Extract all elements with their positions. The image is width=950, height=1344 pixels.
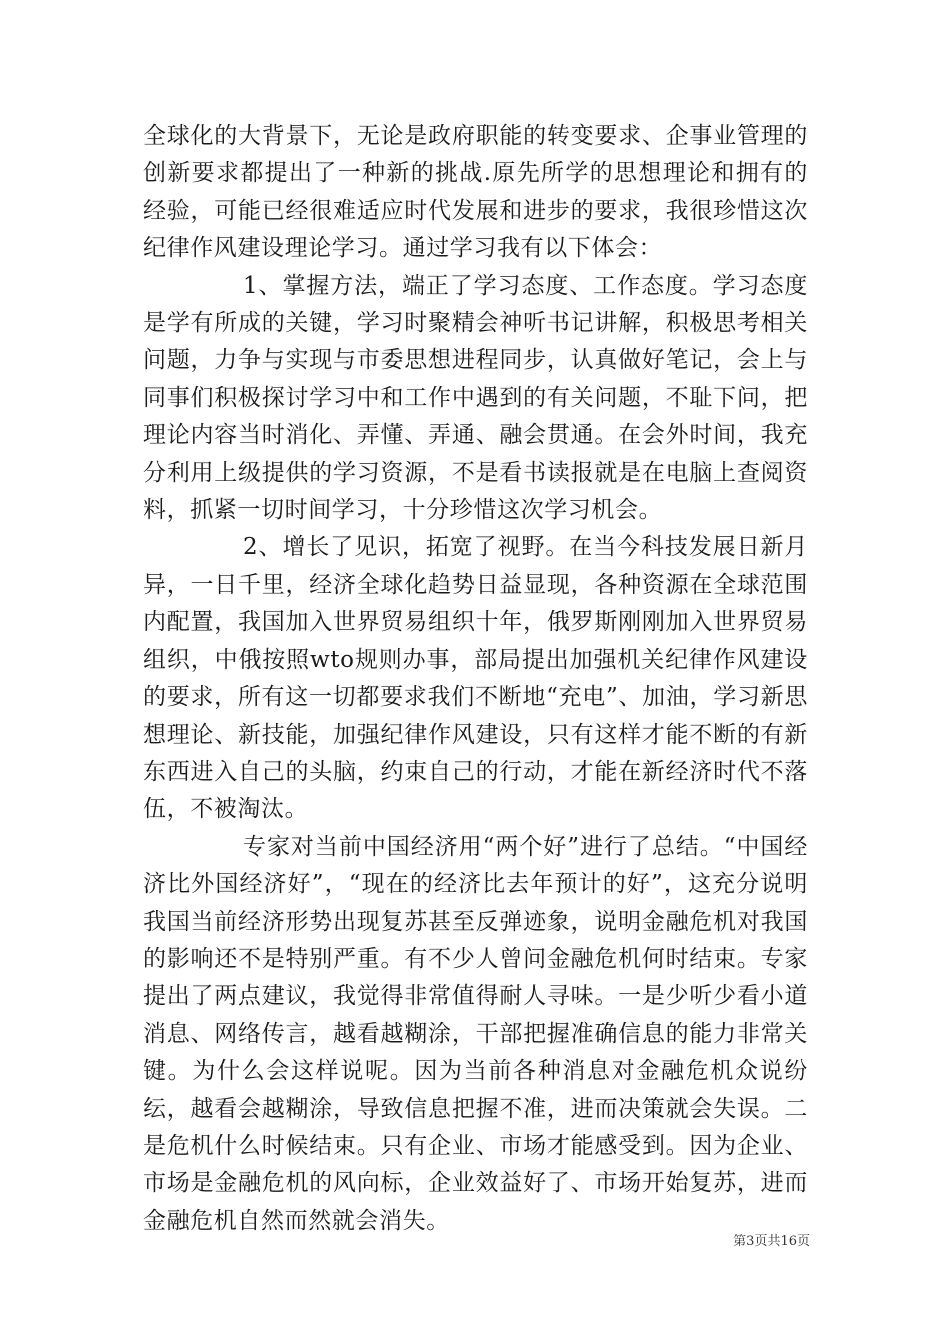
- paragraph-intro: 全球化的大背景下，无论是政府职能的转变要求、企事业管理的创新要求都提出了一种新的挑战.原先所学的思想理论和拥有的经验，可能已经很难适应时代发展和进步的要求，我很珍惜这次纪律作风建设理论学习。通过学习我有以下体会：: [143, 123, 808, 262]
- paragraph-expert-summary: 专家对当前中国经济用“两个好”进行了总结。“中国经济比外国经济好”，“现在的经济比去年预计的好”，这充分说明我国当前经济形势出现复苏甚至反弹迹象，说明金融危机对我国的影响还不是特别严重。有不少人曾问金融危机何时结束。专家提出了两点建议，我觉得非常值得耐人寻味。一是少听少看小道消息、网络传言，越看越糊涂，干部把握准确信息的能力非常关键。为什么会这样说呢。因为当前各种消息对金融危机众说纷纭，越看会越糊涂，导致信息把握不准，进而决策就会失误。二是危机什么时候结束。只有企业、市场才能感受到。因为企业、市场是金融危机的风向标，企业效益好了、市场开始复苏，进而金融危机自然而然就会消失。: [143, 833, 808, 1234]
- paragraph-point-2: 2、增长了见识，拓宽了视野。在当今科技发展日新月异，一日千里，经济全球化趋势日益显现，各种资源在全球范围内配置，我国加入世界贸易组织十年，俄罗斯刚刚加入世界贸易组织，中俄按照wto规则办事，部局提出加强机关纪律作风建设的要求，所有这一切都要求我们不断地“充电”、加油，学习新思想理论、新技能，加强纪律作风建设，只有这样才能不断的有新东西进入自己的头脑，约束自己的行动，才能在新经济时代不落伍，不被淘汰。: [143, 534, 808, 823]
- paragraph-point-1: 1、掌握方法，端正了学习态度、工作态度。学习态度是学有所成的关键，学习时聚精会神听书记讲解，积极思考相关问题，力争与实现与市委思想进程同步，认真做好笔记，会上与同事们积极探讨学习中和工作中遇到的有关问题，不耻下问，把理论内容当时消化、弄懂、弄通、融会贯通。在会外时间，我充分利用上级提供的学习资源，不是看书读报就是在电脑上查阅资料，抓紧一切时间学习，十分珍惜这次学习机会。: [143, 272, 808, 524]
- document-body: [143, 118, 808, 1240]
- page-number-footer: 第3页共16页: [733, 1234, 810, 1249]
